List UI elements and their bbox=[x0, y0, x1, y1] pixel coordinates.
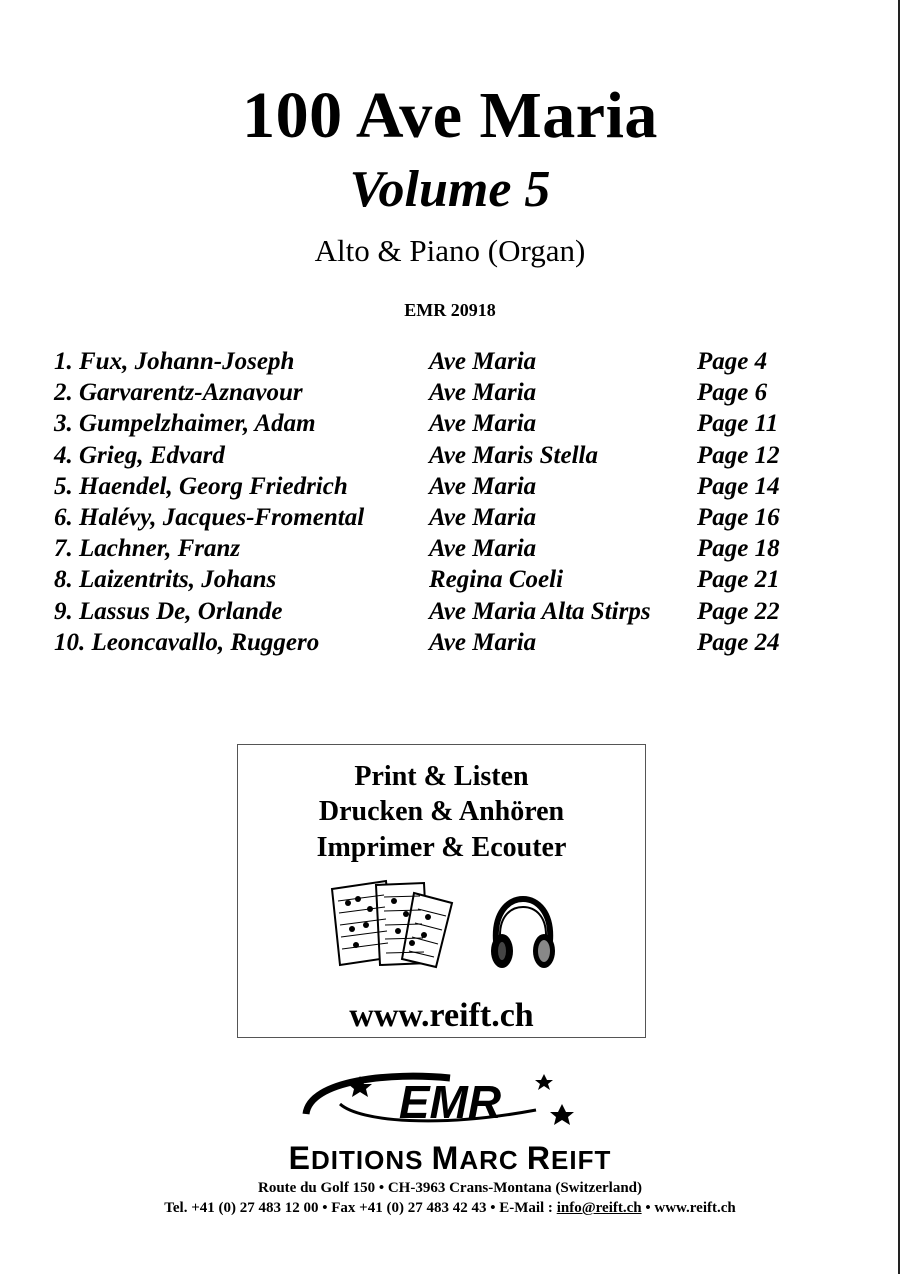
work-title: Ave Maria bbox=[429, 379, 537, 407]
publisher-address: Route du Golf 150 • CH-3963 Crans-Montana (Switzerland) bbox=[258, 1180, 642, 1196]
contents-row bbox=[54, 504, 874, 535]
promo-line-de: Drucken & Anhören bbox=[318, 796, 565, 827]
page-number: Page 22 bbox=[697, 597, 780, 625]
composer: 9. Lassus De, Orlande bbox=[54, 597, 283, 625]
contents-row bbox=[54, 348, 874, 379]
contact-phone-fax: Tel. +41 (0) 27 483 12 00 • Fax +41 (0) 27 483 42 43 • E-Mail : bbox=[164, 1200, 557, 1216]
page-number: Page 4 bbox=[697, 348, 768, 375]
composer: 1. Fux, Johann-Joseph bbox=[54, 348, 295, 375]
composer: 7. Lachner, Franz bbox=[54, 535, 241, 563]
brand-ditions: DITIONS bbox=[311, 1145, 432, 1175]
work-title: Ave Maria bbox=[429, 535, 537, 563]
brand-r: R bbox=[526, 1140, 551, 1176]
instrumentation: Alto & Piano (Organ) bbox=[314, 233, 586, 268]
contents-row bbox=[54, 535, 874, 566]
composer: 6. Halévy, Jacques-Fromental bbox=[54, 503, 365, 531]
page-number: Page 14 bbox=[697, 472, 780, 500]
work-title: Regina Coeli bbox=[429, 566, 564, 594]
contact-website[interactable]: • www.reift.ch bbox=[641, 1200, 736, 1216]
promo-line-en: Print & Listen bbox=[354, 761, 529, 792]
composer: 10. Leoncavallo, Ruggero bbox=[54, 628, 320, 656]
logo-text: EMR bbox=[398, 1076, 502, 1128]
publisher-contact bbox=[0, 1200, 900, 1217]
contents-row bbox=[54, 473, 874, 504]
composer: 5. Haendel, Georg Friedrich bbox=[54, 472, 348, 500]
work-title: Ave Maria bbox=[429, 628, 537, 656]
contents-row bbox=[54, 442, 874, 473]
work-title: Ave Maria Alta Stirps bbox=[429, 597, 651, 625]
brand-arc: ARC bbox=[459, 1145, 527, 1175]
page-number: Page 16 bbox=[697, 503, 780, 531]
sheet-music-icon bbox=[328, 879, 463, 969]
main-title: 100 Ave Maria bbox=[242, 79, 658, 152]
composer: 2. Garvarentz-Aznavour bbox=[54, 379, 303, 407]
promo-url[interactable]: www.reift.ch bbox=[349, 997, 534, 1034]
work-title: Ave Maria bbox=[429, 472, 537, 500]
composer: 3. Gumpelzhaimer, Adam bbox=[54, 410, 316, 438]
contents-row bbox=[54, 629, 874, 660]
catalog-number: EMR 20918 bbox=[404, 300, 496, 320]
work-title: Ave Maris Stella bbox=[429, 441, 598, 469]
composer: 8. Laizentrits, Johans bbox=[54, 566, 277, 594]
publisher-name bbox=[0, 1140, 900, 1177]
contents-row bbox=[54, 598, 874, 629]
emr-logo bbox=[300, 1070, 580, 1134]
page-number: Page 6 bbox=[697, 379, 768, 407]
brand-m: M bbox=[431, 1140, 460, 1176]
page-number: Page 24 bbox=[697, 628, 780, 656]
headphones-icon bbox=[488, 895, 558, 973]
print-listen-box bbox=[237, 744, 646, 1038]
promo-line-fr: Imprimer & Ecouter bbox=[316, 832, 567, 863]
work-title: Ave Maria bbox=[429, 410, 537, 438]
page-number: Page 21 bbox=[697, 566, 780, 594]
brand-eift: EIFT bbox=[551, 1145, 612, 1175]
email-link[interactable]: info@reift.ch bbox=[556, 1200, 642, 1216]
volume-title: Volume 5 bbox=[349, 161, 551, 218]
contents-row bbox=[54, 410, 874, 441]
table-of-contents bbox=[54, 348, 874, 660]
brand-e: E bbox=[288, 1140, 311, 1176]
work-title: Ave Maria bbox=[429, 348, 537, 375]
contents-row bbox=[54, 379, 874, 410]
page-number: Page 18 bbox=[697, 535, 780, 563]
composer: 4. Grieg, Edvard bbox=[54, 441, 225, 469]
contents-row bbox=[54, 566, 874, 597]
page-number: Page 11 bbox=[697, 410, 779, 438]
page-number: Page 12 bbox=[697, 441, 780, 469]
work-title: Ave Maria bbox=[429, 503, 537, 531]
